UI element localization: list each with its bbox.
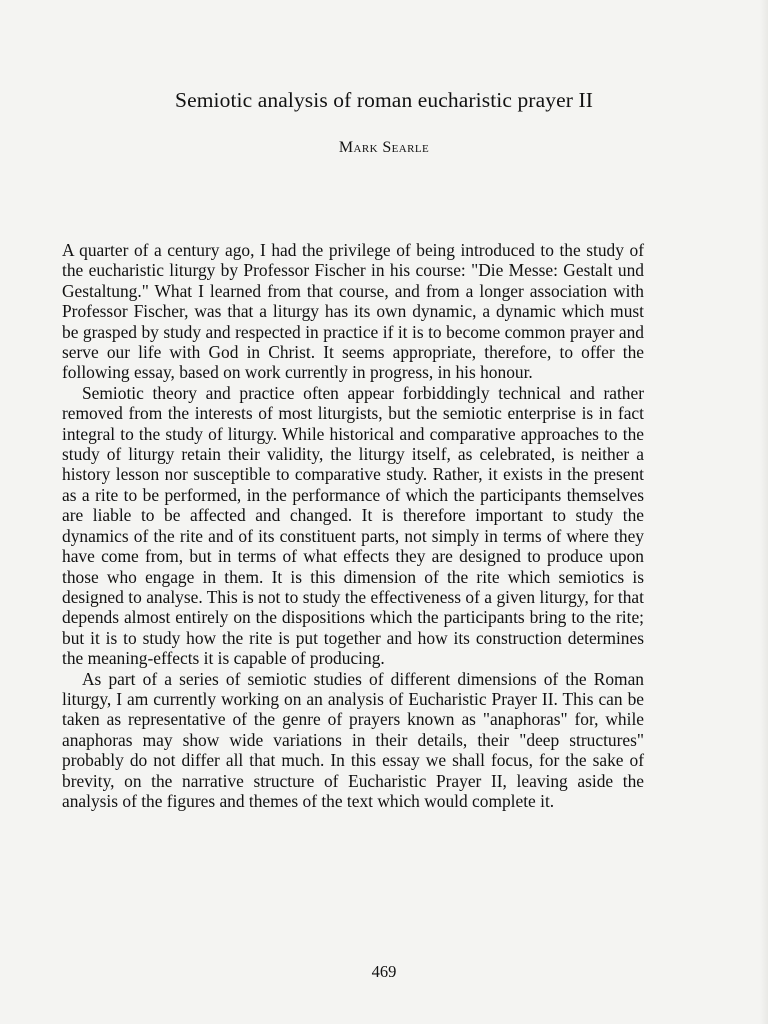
article-title: Semiotic analysis of roman eucharistic prayer II: [175, 88, 593, 112]
paragraph-2: Semiotic theory and practice often appear forbiddingly technical and rather removed from the interests of most liturgists, but the semiotic enterprise is in fact integral to the study of liturgy. While historical and comparative approaches to the study of liturgy retain their validity, the liturgy itself, as celebrated, is neither a history lesson nor susceptible to comparative study. Rather, it exists in the present as a rite to be performed, in the performance of which the participants themselves are liable to be affected and changed. It is therefore important to study the dynamics of the rite and of its constituent parts, not simply in terms of where they have come from, but in terms of what effects they are designed to produce upon those who engage in them. It is this dimension of the rite which semiotics is designed to analyse. This is not to study the effectiveness of a given liturgy, for that depends almost entirely on the dispositions which the participants bring to the rite; but it is to study how the rite is put together and how its construction determines the meaning-effects it is capable of producing.: [62, 382, 644, 669]
paragraph-1: A quarter of a century ago, I had the privilege of being introduced to the study of the eucharistic liturgy by Professor Fischer in his course: "Die Messe: Gestalt und Gestaltung." What I learned from that course, and from a longer association with Professor Fischer, was that a liturgy has its own dynamic, a dynamic which must be grasped by study and respected in practice if it is to become common prayer and serve our life with God in Christ. It seems appropriate, therefore, to offer the following essay, based on work currently in progress, in his honour.: [62, 240, 644, 383]
paragraph-3: As part of a series of semiotic studies of different dimensions of the Roman liturgy, I am currently working on an analysis of Eucharistic Prayer II. This can be taken as representative of the genre of prayers known as "anaphoras" for, while anaphoras may show wide variations in their details, their "deep structures" probably do not differ all that much. In this essay we shall focus, for the sake of brevity, on the narrative structure of Eucharistic Prayer II, leaving aside the analysis of the figures and themes of the text which would complete it.: [62, 668, 644, 811]
article-author: Mark Searle: [338, 139, 430, 156]
article-body: [62, 240, 644, 811]
page-number: 469: [371, 962, 397, 981]
